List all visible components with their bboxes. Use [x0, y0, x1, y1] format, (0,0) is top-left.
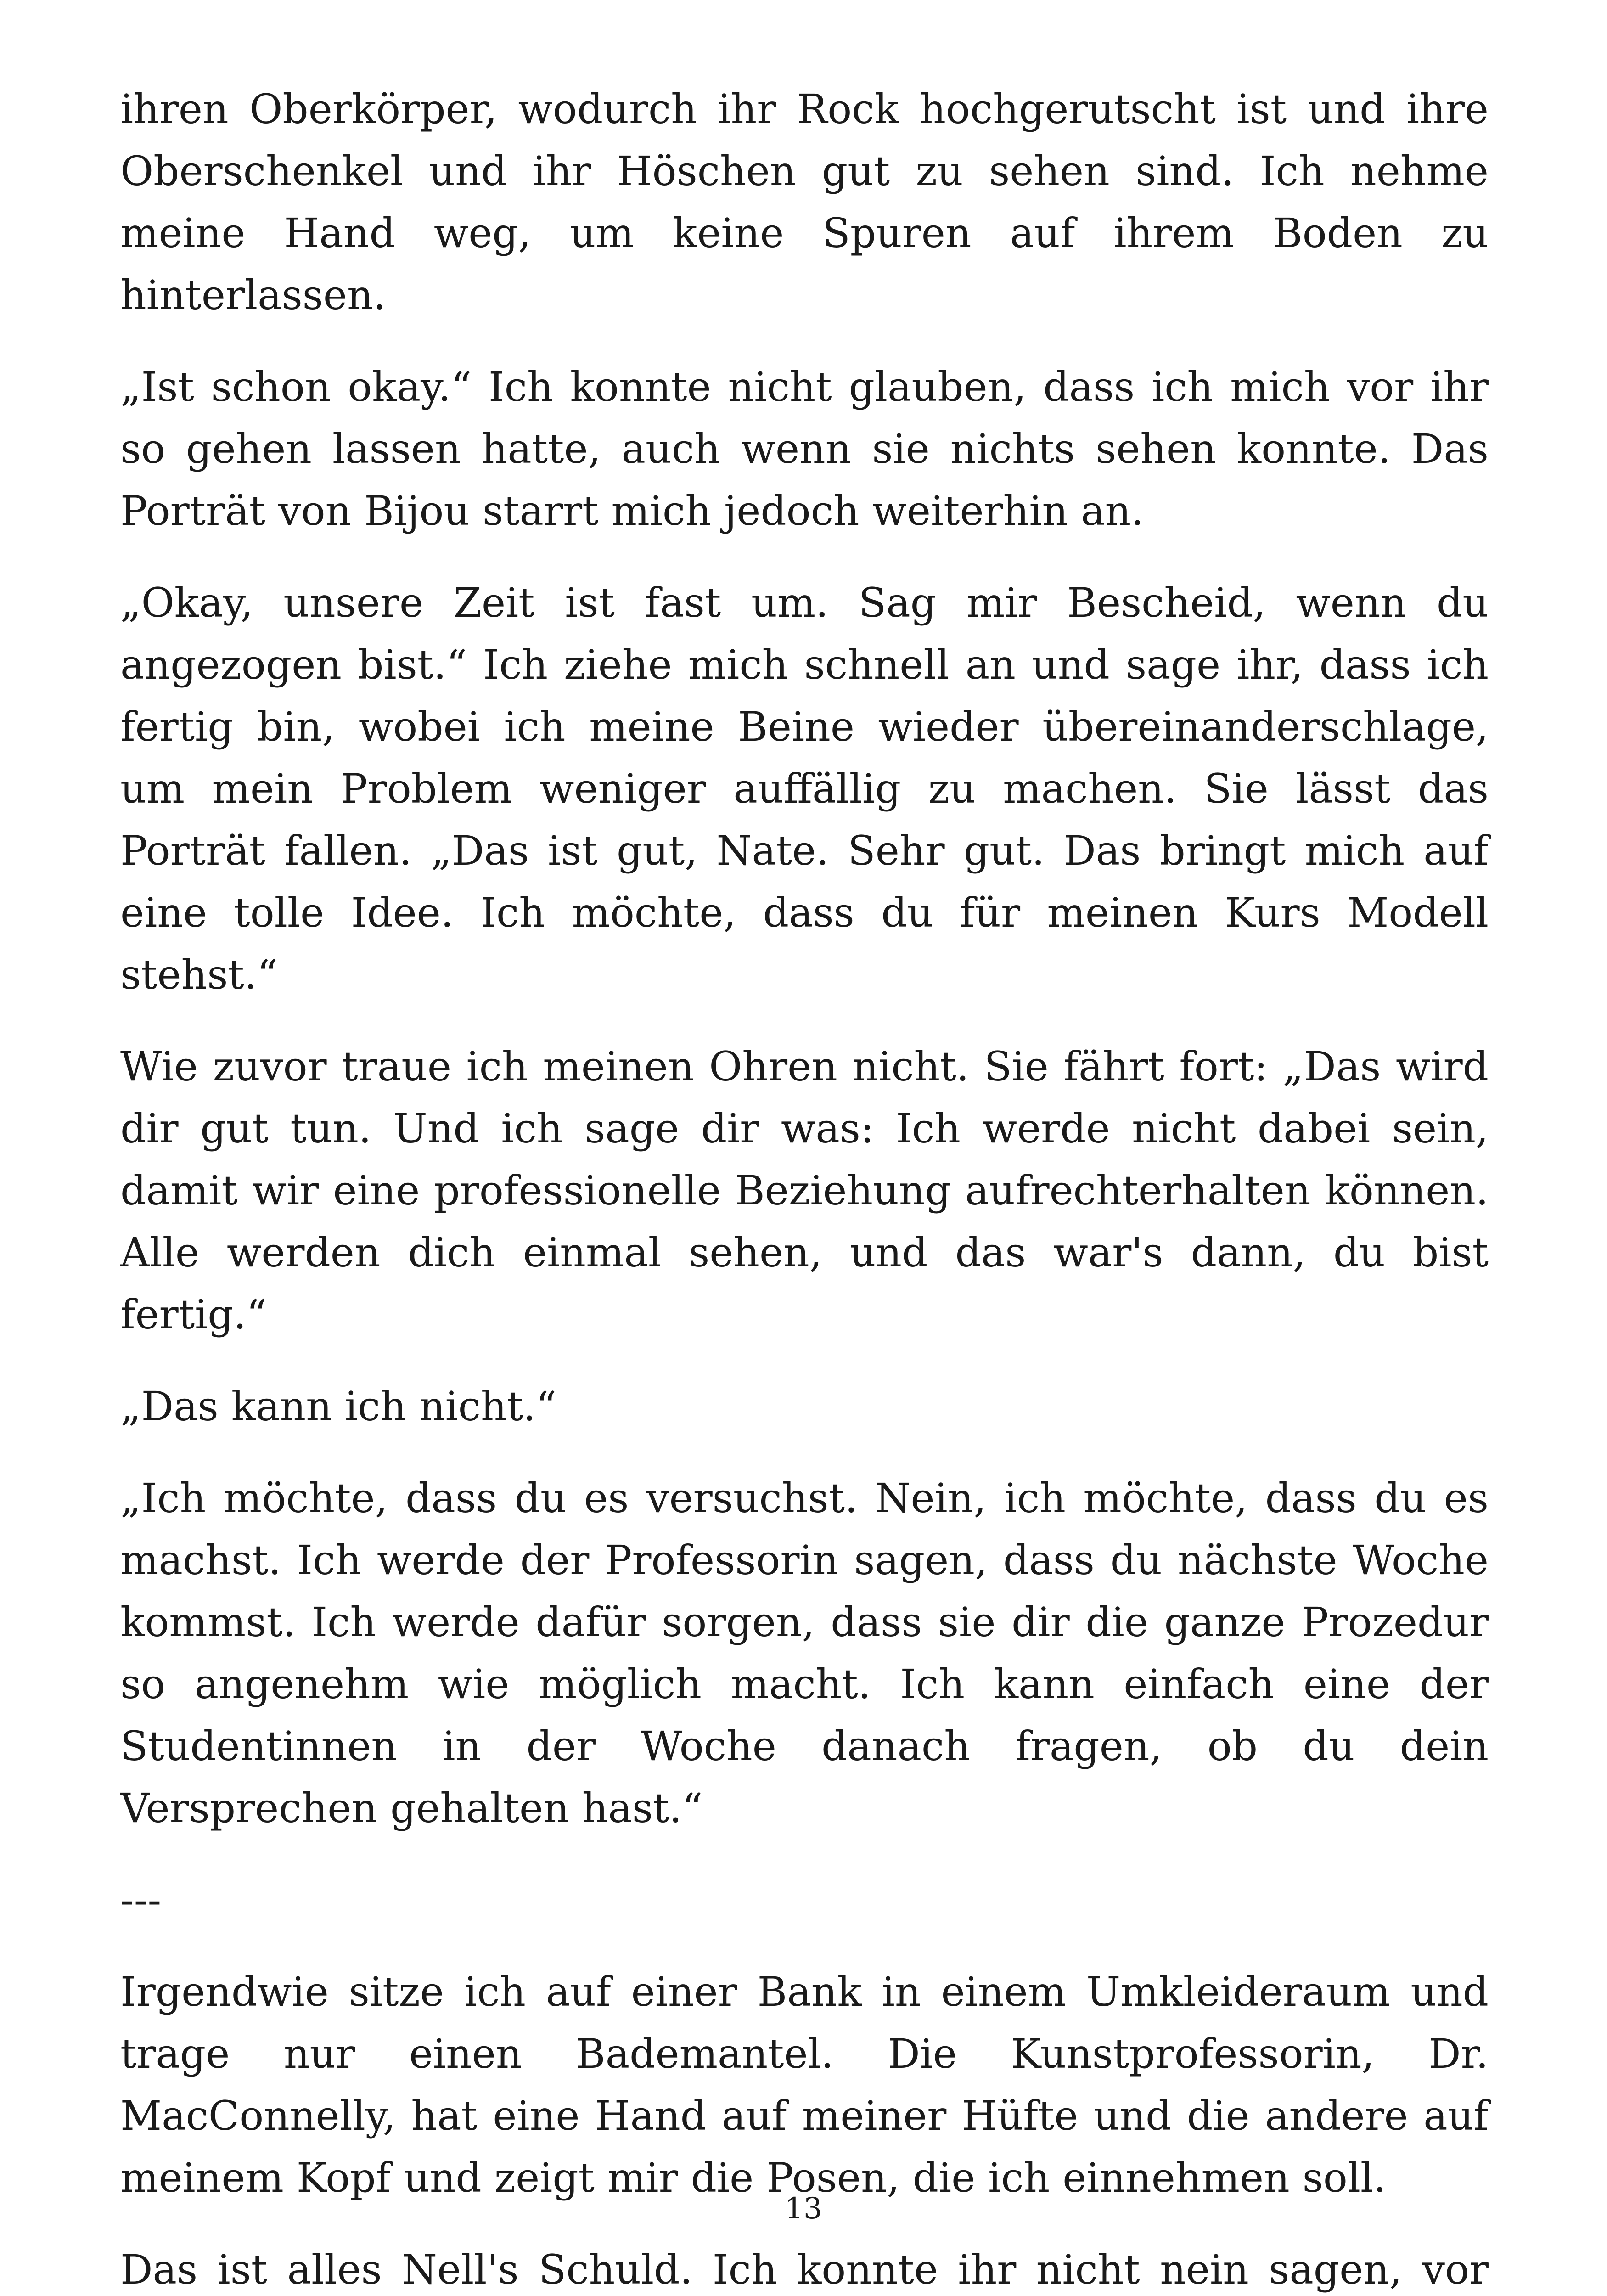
paragraph-7: Irgendwie sitze ich auf einer Bank in einem Umkleideraum und trage nur einen Bademantel. Die Kunstprofessorin, Dr. MacConnelly, hat eine Hand auf meiner Hüfte und die andere auf meinem Kopf und zeigt mir die Posen, die ich einnehmen soll.	[120, 1968, 1489, 2201]
page-number: 13	[785, 2192, 822, 2226]
body-text	[120, 78, 1489, 2296]
paragraph-5: „Das kann ich nicht.“	[120, 1383, 557, 1430]
paragraph-8: Das ist alles Nell's Schuld. Ich konnte ihr nicht nein sagen, vor	[120, 2246, 1489, 2293]
paragraph-4: Wie zuvor traue ich meinen Ohren nicht. Sie fährt fort: „Das wird dir gut tun. Und ich sage dir was: Ich werde nicht dabei sein, damit wir eine professionelle Beziehung aufrechterhalten können. Alle werden dich einmal sehen, und das war's dann, du bist fertig.“	[120, 1043, 1489, 1338]
paragraph-3: „Okay, unsere Zeit ist fast um. Sag mir Bescheid, wenn du angezogen bist.“ Ich ziehe mich schnell an und sage ihr, dass ich fertig bin, wobei ich meine Beine wieder übereinanderschlage, um mein Problem weniger auffällig zu machen. Sie lässt das Porträt fallen. „Das ist gut, Nate. Sehr gut. Das bringt mich auf eine tolle Idee. Ich möchte, dass du für meinen Kurs Modell stehst.“	[120, 579, 1489, 998]
paragraph-6: „Ich möchte, dass du es versuchst. Nein, ich möchte, dass du es machst. Ich werde der Professorin sagen, dass du nächste Woche kommst. Ich werde dafür sorgen, dass sie dir die ganze Prozedur so angenehm wie möglich macht. Ich kann einfach eine der Studentinnen in der Woche danach fragen, ob du dein Versprechen gehalten hast.“	[120, 1474, 1489, 1832]
scene-separator: ---	[120, 1876, 162, 1924]
paragraph-2: „Ist schon okay.“ Ich konnte nicht glauben, dass ich mich vor ihr so gehen lassen hatte, auch wenn sie nichts sehen konnte. Das Porträt von Bijou starrt mich jedoch weiterhin an.	[120, 363, 1489, 535]
paragraph-1: ihren Oberkörper, wodurch ihr Rock hochgerutscht ist und ihre Oberschenkel und ihr Höschen gut zu sehen sind. Ich nehme meine Hand weg, um keine Spuren auf ihrem Boden zu hinterlassen.	[120, 85, 1489, 319]
